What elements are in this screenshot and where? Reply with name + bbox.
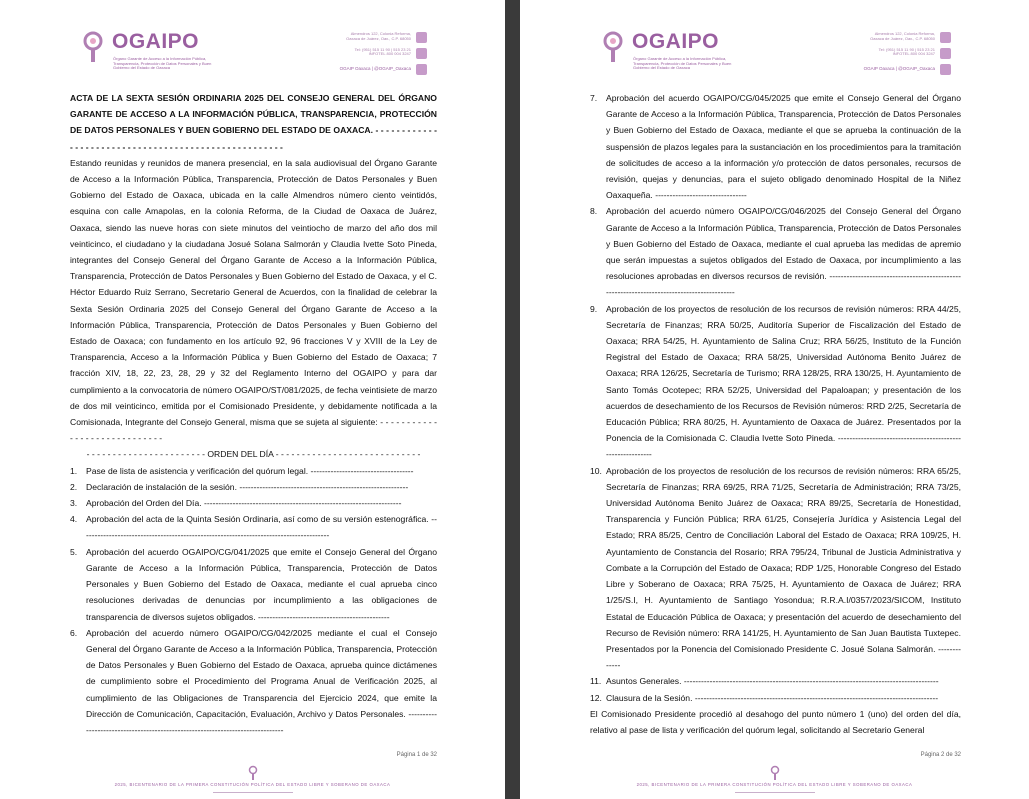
item-text: Declaración de instalación de la sesión. ----------------------------------------------------------- bbox=[86, 481, 409, 492]
item-number: 2. bbox=[70, 481, 78, 492]
agenda-item bbox=[590, 301, 961, 463]
phone-line: INFOTEL 800 004 3247 bbox=[368, 51, 411, 57]
agenda-item bbox=[590, 90, 961, 203]
address-line: Almendros 122, Colonia Reforma, bbox=[874, 31, 935, 36]
address-line: Almendros 122, Colonia Reforma, bbox=[350, 31, 411, 36]
document-page-1 bbox=[0, 0, 505, 799]
item-text: Aprobación del acuerdo OGAIPO/CG/041/2025 que emite el Consejo General del Órgano Garante de Acceso a la Información Pública, Transparencia, Protección de Datos Personales y Buen Gobierno del Estado de Oaxaca, mediante el cual aprueba cinco resoluciones derivadas de denuncias por incumplimiento a las obligaciones de transparencia de diversos sujetos obligados. ---------------------------------------------- bbox=[86, 546, 437, 622]
phone-line: Tel: (951) 515 11 90 | 515 23 21 bbox=[354, 46, 411, 52]
footer-divider bbox=[735, 792, 815, 793]
agenda-item bbox=[590, 690, 961, 706]
footer-legend: 2025, BICENTENARIO DE LA PRIMERA CONSTITUCIÓN POLÍTICA DEL ESTADO LIBRE Y SOBERANO DE OAXACA bbox=[636, 782, 913, 787]
brand-subtitle: Órgano Garante de Acceso a la Información Pública, Transparencia, Protección de Datos Personales y Buen Gobierno del Estado de Oaxaca bbox=[113, 56, 212, 71]
phone-line: Tel: (951) 515 11 90 | 515 23 21 bbox=[878, 46, 935, 52]
agenda-item bbox=[70, 544, 437, 625]
agenda-item bbox=[70, 511, 437, 543]
item-text: Aprobación del acuerdo número OGAIPO/CG/046/2025 del Consejo General del Órgano Garante de Acceso a la Información Pública, Transparencia, Protección de Datos Personales y Buen Gobierno del Estado de Oaxaca, mediante el cual aprueba las medidas de apremio que serán impuestas a sujetos obligados del Estado de Oaxaca, por incumplimiento a las resoluciones aprobadas en diversos recursos de revisión. ------------------------------------------------------------------------------------------- bbox=[606, 206, 961, 298]
letterhead bbox=[0, 28, 505, 88]
contact-block bbox=[831, 31, 951, 71]
brand-name: OGAIPO bbox=[632, 30, 720, 53]
address-line: Oaxaca de Juárez, Oax., C.P. 68050 bbox=[870, 35, 935, 41]
intro-paragraph: Estando reunidas y reunidos de manera presencial, en la sala audiovisual del Órgano Garante de Acceso a la Información Pública, Transparencia, Protección de Datos Personales y Buen Gobierno del Estado de Oaxaca, ubicada en la calle Almendros número ciento veintidós, esquina con calle Amapolas, en la colonia Reforma, de la Ciudad de Oaxaca de Juárez, Oaxaca, siendo las nueve horas con siete minutos del veintiocho de marzo del año dos mil veinticinco, el ciudadano y la ciudadana Josué Solana Salmorán y Claudia Ivette Soto Pineda, integrantes del Consejo General del Órgano Garante de Acceso a la Información Pública, Transparencia, Protección de Datos Personales y Buen Gobierno del Estado de Oaxaca, y el C. Héctor Eduardo Ruiz Serrano, Secretario General de Acuerdos, con la finalidad de celebrar la Sexta Sesión Ordinaria 2025 del Consejo General del Órgano Garante de Acceso a la Información Pública, Transparencia, Protección de Datos Personales y Buen Gobierno del Estado de Oaxaca; con fundamento en los artículo 92, 96 fracciones V y XVIII de la Ley de Transparencia, Acceso a la Información Pública y Buen Gobierno del Estado de Oaxaca; 7 fracción XIV, 18, 22, 23, 28, 29 y 32 del Reglamento Interno del OGAIPO y para dar cumplimiento a la convocatoria de número OGAIPO/ST/081/2025, de fecha veintisiete de marzo de dos mil veinticinco, emitida por el Comisionado Presidente, y debidamente notificada a la Comisionada, Integrante del Consejo General, misma que se sujeta al siguiente: - - - - - - - - - - - - - - - - - - - - - - - - - - - - - bbox=[70, 157, 437, 444]
agenda-item bbox=[70, 625, 437, 738]
item-text: Pase de lista de asistencia y verificación del quórum legal. ------------------------------------ bbox=[86, 465, 414, 476]
ogaipo-footer-icon bbox=[248, 765, 258, 781]
item-text: Aprobación del Orden del Día. --------------------------------------------------------------------- bbox=[86, 498, 402, 509]
item-number: 5. bbox=[70, 546, 78, 557]
agenda-list-continued bbox=[590, 90, 961, 706]
document-body bbox=[70, 90, 437, 738]
agenda-item bbox=[70, 479, 437, 495]
agenda-item bbox=[70, 463, 437, 479]
item-number: 10. bbox=[590, 465, 602, 476]
instagram-icon bbox=[416, 64, 427, 75]
item-number: 3. bbox=[70, 498, 78, 509]
ogaipo-logo-icon bbox=[602, 31, 624, 63]
item-text: Aprobación del acuerdo número OGAIPO/CG/042/2025 mediante el cual el Consejo General del Órgano Garante de Acceso a la Información Pública, Transparencia, Protección de Datos Personales y Buen Gobierno del Estado de Oaxaca, aprueba quince dictámenes de cumplimiento sobre el Procedimiento del Programa Anual de Verificación 2025, al cumplimiento de las Obligaciones de Transparencia del Ejercicio 2024, que emite la Dirección de Comunicación, Capacitación, Evaluación, Archivo y Datos Personales. ------------------------------------------------------------------------------- bbox=[86, 627, 437, 735]
item-number: 6. bbox=[70, 627, 78, 638]
item-number: 4. bbox=[70, 514, 78, 525]
agenda-list bbox=[70, 463, 437, 738]
footer-legend: 2025, BICENTENARIO DE LA PRIMERA CONSTITUCIÓN POLÍTICA DEL ESTADO LIBRE Y SOBERANO DE OAXACA bbox=[114, 782, 391, 787]
instagram-icon bbox=[940, 64, 951, 75]
item-text: Clausura de la Sesión. ------------------------------------------------------------------------------------- bbox=[606, 692, 939, 703]
agenda-heading: - - - - - - - - - - - - - - - - - - - - - - - ORDEN DEL DÍA - - - - - - - - - - - - - - - - - - - - - - - - - - - - bbox=[86, 449, 421, 460]
item-text: Aprobación de los proyectos de resolución de los recursos de revisión números: RRA 44/25, Secretaría de Finanzas; RRA 50/25, Auditoría Superior de Fiscalización del Estado de Oaxaca; RRA 54/25, H. Ayuntamiento de Salina Cruz; RRA 56/25, Instituto de la Función Registral del Estado de Oaxaca; RRA 58/25, Universidad Autónoma Benito Juárez de Oaxaca; RRA 126/25, Secretaría de Turismo; RRA 128/25, RRA 130/25, H. Ayuntamiento de Santo Tomás Ocotepec; RRA 52/25, Universidad del Papaloapan; y presentación de los acuerdos de desechamiento de los Recursos de Revisión números: RRD 2/25, Secretaría de Educación Pública; RRA 80/25, H. Ayuntamiento de Oaxaca de Juárez. Presentados por la Ponencia de la Comisionada C. Claudia Ivette Soto Pineda. ----------------------------------------------------------- bbox=[606, 303, 961, 460]
brand-subtitle: Órgano Garante de Acceso a la Información Pública, Transparencia, Protección de Datos Personales y Buen Gobierno del Estado de Oaxaca bbox=[633, 56, 732, 71]
social-handles: OGAIP Oaxaca | @OGAIP_Oaxaca bbox=[339, 66, 411, 71]
item-number: 9. bbox=[590, 303, 598, 314]
page-number: Página 2 de 32 bbox=[920, 752, 961, 758]
location-pin-icon bbox=[416, 32, 427, 43]
social-handles: OGAIP Oaxaca | @OGAIP_Oaxaca bbox=[863, 66, 935, 71]
item-text: Asuntos Generales. ----------------------------------------------------------------------------------------- bbox=[606, 676, 939, 687]
ogaipo-logo-icon bbox=[82, 31, 104, 63]
item-number: 11. bbox=[590, 676, 602, 687]
agenda-item bbox=[590, 203, 961, 300]
closing-paragraph: El Comisionado Presidente procedió al desahogo del punto número 1 (uno) del orden del día, relativo al pase de lista y verificación del quórum legal, solicitando al Secretario General bbox=[590, 708, 961, 735]
document-title: ACTA DE LA SEXTA SESIÓN ORDINARIA 2025 DEL CONSEJO GENERAL DEL ÓRGANO GARANTE DE ACCESO A LA INFORMACIÓN PÚBLICA, TRANSPARENCIA, PROTECCIÓN DE DATOS PERSONALES Y BUEN GOBIERNO DEL ESTADO DE OAXACA. - - - - - - - - - - - - - - - - - - - - - - - - - - - - - - - - - - - - - - - - - - - - - - - - - - - - - bbox=[70, 93, 437, 152]
location-pin-icon bbox=[940, 32, 951, 43]
item-number: 1. bbox=[70, 465, 78, 476]
document-page-2 bbox=[520, 0, 1029, 799]
brand-name: OGAIPO bbox=[112, 30, 200, 53]
agenda-item bbox=[590, 463, 961, 674]
agenda-item bbox=[70, 495, 437, 511]
phone-icon bbox=[940, 48, 951, 59]
letterhead bbox=[520, 28, 1029, 88]
page-number: Página 1 de 32 bbox=[396, 752, 437, 758]
agenda-item bbox=[590, 673, 961, 689]
item-text: Aprobación de los proyectos de resolución de los recursos de revisión números: RRA 65/25, Secretaría de Finanzas; RRA 69/25, RRA 71/25, Secretaría de Administración; RRA 73/25, Universidad Autónoma Benito Juárez de Oaxaca; RRA 89/25, Secretaría de Honestidad, Transparencia y Función Pública; RRA 61/25, Consejería Jurídica y Asistencia Legal del Estado; RRA 85/25, Centro de Conciliación Laboral del Estado de Oaxaca; RRA 109/25, H. Ayuntamiento de Constancia del Rosario; RRA 795/24, Tribunal de Justicia Administrativa y Combate a la Corrupción del Estado de Oaxaca; RDP 1/25, Honorable Congreso del Estado Libre y Soberano de Oaxaca; RRA 75/25, H. Ayuntamiento de Oaxaca de Juárez; RRA 1/25/S.I, H. Ayuntamiento de Santiago Yosondua; R.R.A.I/0357/2023/SICOM, Instituto Estatal de Educación Pública de Oaxaca; y presentación del acuerdo de desechamiento del Recurso de Revisión número: RRA 141/25, H. Ayuntamiento de San Juan Bautista Tuxtepec. Presentados por la Ponencia del Comisionado Presidente C. Josué Solana Salmorán. ------------- bbox=[606, 465, 961, 671]
item-number: 7. bbox=[590, 93, 598, 103]
item-number: 12. bbox=[590, 692, 602, 703]
phone-line: INFOTEL 800 004 3247 bbox=[892, 51, 935, 57]
ogaipo-footer-icon bbox=[770, 765, 780, 781]
phone-icon bbox=[416, 48, 427, 59]
item-text: Aprobación del acuerdo OGAIPO/CG/045/2025 que emite el Consejo General del Órgano Garante de Acceso a la Información Pública, Transparencia, Protección de Datos Personales y Buen Gobierno del Estado de Oaxaca, mediante el que se aprueba la continuación de la suspensión de plazos legales para la sustanciación en los procedimientos para la tramitación de solicitudes de acceso a la información y/o protección de datos personales, recursos de revisión, quejas y denuncias, para el sujeto obligado denominado Hospital de la Niñez Oaxaqueña. -------------------------------- bbox=[606, 93, 961, 201]
footer-divider bbox=[213, 792, 293, 793]
address-line: Oaxaca de Juárez, Oax., C.P. 68050 bbox=[346, 35, 411, 41]
item-number: 8. bbox=[590, 206, 598, 217]
contact-block bbox=[307, 31, 427, 71]
item-text: Aprobación del acta de la Quinta Sesión Ordinaria, así como de su versión estenográfica. --------------------------------------------------------------------------------------- bbox=[86, 514, 437, 541]
document-body bbox=[590, 90, 961, 738]
